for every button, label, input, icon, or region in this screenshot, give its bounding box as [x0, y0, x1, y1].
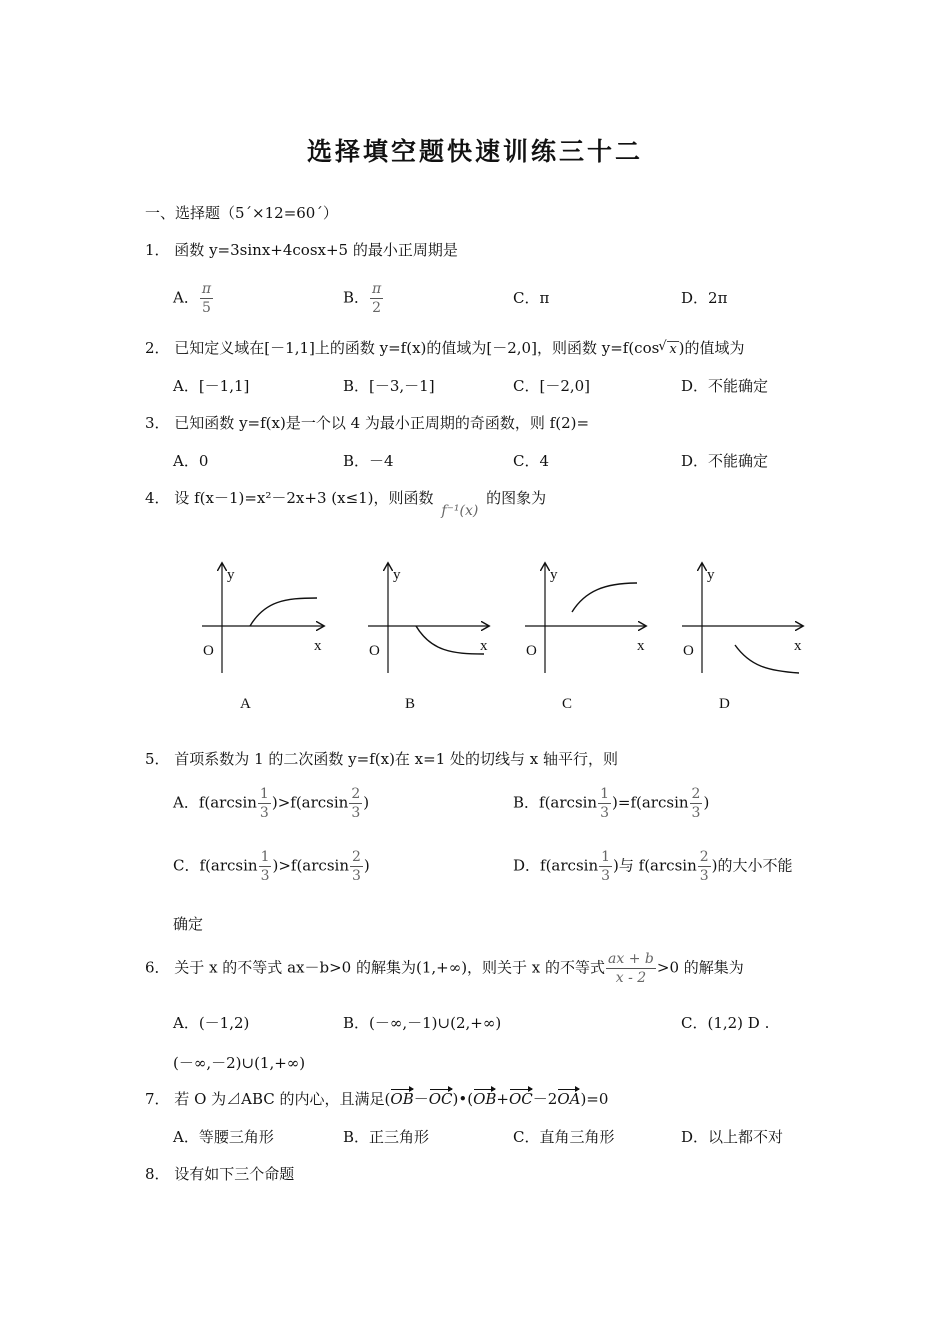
graph-d-label: D	[719, 696, 730, 712]
graph-c-y-label: y	[550, 567, 558, 583]
question-5-stem: 5． 首项系数为 1 的二次函数 y=f(x)在 x=1 处的切线与 x 轴平行，则	[145, 750, 619, 768]
question-1-stem: 1． 函数 y=3sinx+4cosx+5 的最小正周期是	[145, 241, 458, 259]
graph-b-y-label: y	[393, 567, 401, 583]
q1-a-fraction: $\frac{\pi}{5}$	[201, 281, 212, 316]
q5-option-a: A．f(arcsin $\frac{1}{3}$ )>f(arcsin $\frac{2}{3}$ )	[173, 786, 370, 821]
q6-fraction: $\frac{ax + b}{x - 2}$	[608, 951, 654, 986]
vector-oc: OC	[429, 1086, 453, 1108]
section-heading: 一、选择题（5´×12=60´）	[145, 204, 338, 222]
graph-a-label: A	[240, 696, 251, 712]
graph-d-origin: O	[683, 643, 694, 659]
graph-b-origin: O	[369, 643, 380, 659]
vector-oc-2: OC	[509, 1086, 533, 1108]
q7-option-b: B．正三角形	[343, 1128, 430, 1146]
question-7-stem: 7． 若 O 为⊿ABC 的内心，且满足(OB－OC)•(OB+OC－2OA)=0	[145, 1086, 608, 1109]
q6-option-b: B．(－∞,－1)∪(2,+∞)	[343, 1014, 502, 1032]
q2-option-b: B．[－3,－1]	[343, 377, 435, 395]
q3-option-b: B．－4	[343, 452, 394, 470]
question-6-stem: 6． 关于 x 的不等式 ax－b>0 的解集为(1,+∞)，则关于 x 的不等式 $\frac{ax + b}{x - 2}$ >0 的解集为	[145, 951, 744, 986]
graph-a-x-label: x	[314, 638, 322, 654]
graph-b	[368, 564, 488, 712]
graph-c-origin: O	[526, 643, 537, 659]
graph-b-x-label: x	[480, 638, 488, 654]
q5-option-d: D．f(arcsin $\frac{1}{3}$ )与 f(arcsin $\frac{2}{3}$ )的大小不能	[513, 849, 793, 884]
graph-c	[525, 564, 645, 712]
q5-option-c: C．f(arcsin $\frac{1}{3}$ )>f(arcsin $\frac{2}{3}$ )	[173, 849, 370, 884]
inverse-function: f⁻¹(x)	[441, 503, 479, 519]
graph-d-y-label: y	[707, 567, 715, 583]
q3-option-c: C．4	[513, 452, 550, 470]
q2-option-d: D．不能确定	[681, 377, 769, 395]
graph-b-curve	[416, 626, 484, 654]
graph-b-label: B	[405, 696, 416, 712]
graph-d-curve	[735, 645, 799, 673]
q3-option-d: D．不能确定	[681, 452, 769, 470]
question-3-stem: 3． 已知函数 y=f(x)是一个以 4 为最小正周期的奇函数，则 f(2)=	[145, 414, 590, 432]
page-title: 选择填空题快速训练三十二	[306, 137, 643, 166]
q1-option-b: B． $\frac{\pi}{2}$	[343, 281, 382, 316]
graph-c-curve	[572, 583, 637, 612]
graph-c-label: C	[562, 696, 573, 712]
q1-b-fraction: $\frac{\pi}{2}$	[372, 281, 382, 316]
graph-c-x-label: x	[637, 638, 645, 654]
q5-option-d-wrap: 确定	[173, 915, 204, 933]
graph-a	[202, 564, 323, 712]
q7-option-d: D．以上都不对	[681, 1128, 784, 1146]
vector-ob-2: OB	[473, 1086, 496, 1108]
question-8-stem: 8． 设有如下三个命题	[145, 1165, 295, 1183]
graph-a-origin: O	[203, 643, 214, 659]
graph-d-x-label: x	[794, 638, 802, 654]
q4-graphs	[190, 555, 820, 720]
q3-option-a: A．0	[173, 452, 209, 470]
vector-oa: OA	[557, 1086, 580, 1108]
q1-option-a: A． $\frac{\pi}{5}$	[173, 281, 212, 316]
q1-option-d: D．2π	[681, 289, 728, 307]
q1-option-c: C．π	[513, 289, 550, 307]
graph-a-y-label: y	[227, 567, 235, 583]
graph-d	[682, 564, 802, 712]
graph-a-curve	[250, 598, 317, 626]
q6-option-a: A．(－1,2)	[173, 1014, 250, 1032]
q5-option-b: B．f(arcsin $\frac{1}{3}$ )=f(arcsin $\frac{2}{3}$ )	[513, 786, 710, 821]
sqrt-x: √ x	[667, 341, 678, 357]
q2-option-a: A．[－1,1]	[173, 377, 250, 395]
vector-ob: OB	[390, 1086, 413, 1108]
q6-option-d-wrap: (－∞,－2)∪(1,+∞)	[173, 1054, 306, 1072]
q2-option-c: C．[－2,0]	[513, 377, 591, 395]
question-2-stem: 2． 已知定义域在[－1,1]上的函数 y=f(x)的值域为[－2,0]，则函数 y=f(cos√ x )的值域为	[145, 337, 745, 358]
q6-option-c: C．(1,2) D .	[681, 1014, 770, 1032]
q7-option-a: A．等腰三角形	[173, 1128, 274, 1146]
q7-option-c: C．直角三角形	[513, 1128, 615, 1146]
question-4-stem: 4． 设 f(x－1)=x²－2x+3 (x≤1)，则函数 f⁻¹(x) 的图象为	[145, 489, 547, 519]
